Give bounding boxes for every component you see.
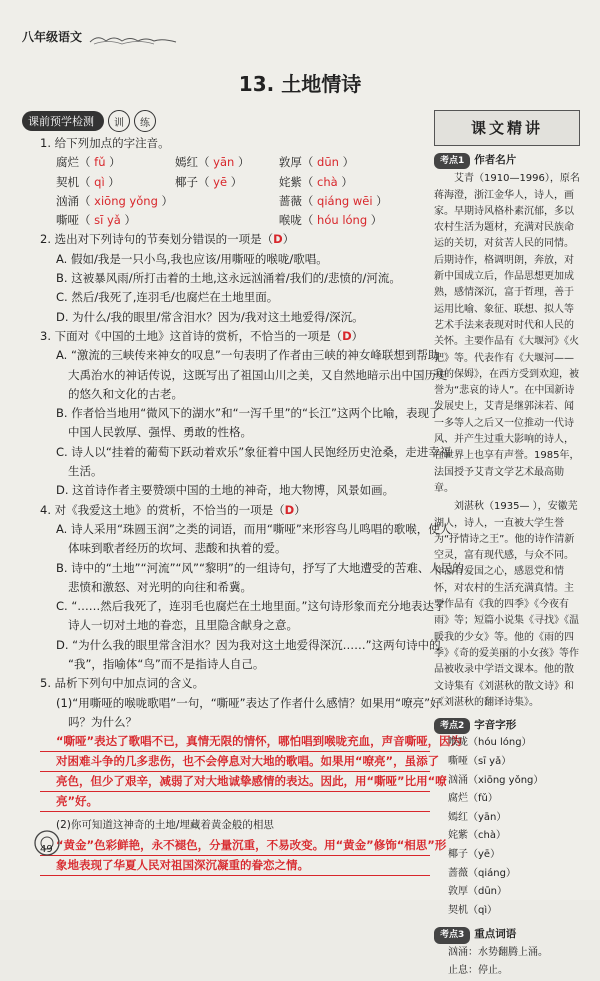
kaodian3-heading: 考点3 重点词语: [434, 926, 580, 943]
q1-cell: 姹紫（ chà ）: [278, 174, 353, 189]
q5-stem: 5. 品析下列句中加点词的含义。: [40, 676, 205, 691]
q1-cell: 嫣红（ yān ）: [175, 155, 250, 170]
q3-line: 生活。: [68, 464, 103, 479]
q1-row: [40, 153, 430, 172]
q3-line: A. “激流的三峡传来神女的叹息”一句表明了作者由三峡的神女峰联想到帮助: [56, 348, 440, 363]
section-tag-2: 练: [134, 110, 156, 132]
q3-line: B. 作者恰当地用“微风下的湖水”和“一泻千里”的“长江”这两个比喻，表现了: [56, 406, 441, 421]
q4-line: B. 诗中的“土地”“河流”“风”“黎明”的一组诗句，抒写了大地遭受的苦难、人民的: [56, 560, 464, 575]
q5-part2: (2)你可知道这神奇的土地/埋藏着黄金般的相思: [56, 819, 274, 832]
q4-answer: D: [284, 502, 295, 517]
q1-row: [40, 173, 430, 192]
q4-line: A. 诗人采用“珠圆玉润”之类的词语，而用“嘶哑”来形容鸟儿鸣唱的歌喉，使人: [56, 521, 452, 536]
q5-answer2-line: “黄金”色彩鲜艳，永不褪色，分量沉重，不易改变。用“黄金”修饰“相思”形: [40, 836, 430, 856]
q1-pinyin: qiáng wēi: [317, 193, 373, 208]
q1-word: 汹涌: [56, 193, 79, 208]
q4-line: C. “……然后我死了，连羽毛也腐烂在土地里面。”这句诗形象而充分地表达了: [56, 599, 446, 614]
word-item: 蔷薇（qiáng）: [448, 867, 516, 879]
q1-cell: [175, 192, 279, 211]
q1-pinyin: hóu lóng: [317, 213, 368, 228]
q4-options: [40, 520, 464, 674]
q1-cell: 腐烂（ fǔ ）: [56, 155, 121, 170]
q1-row: [40, 192, 430, 211]
exercise-area: [40, 134, 464, 876]
q1-pinyin: xiōng yǒng: [94, 193, 158, 208]
term-list: [434, 944, 580, 981]
q1-word: 椰子: [175, 174, 198, 189]
word-item: 椰子（yē）: [448, 848, 501, 860]
q1-stem: 1. 给下列加点的字注音。: [40, 136, 170, 150]
sidebar-title: 课文精讲: [434, 110, 580, 146]
q3-answer: D: [342, 328, 352, 343]
q1-word: 蔷薇: [278, 193, 302, 208]
q1-cell: 敦厚（ dūn ）: [278, 155, 355, 170]
word-item: 嫣红（yān）: [448, 811, 507, 823]
term-item: 止息：停止。: [448, 965, 508, 977]
q3-line: 大禹治水的神话传说，这既写出了祖国山川之美，又自然地暗示出中国历史: [68, 367, 448, 382]
kaodian1-heading: 考点1 作者名片: [434, 152, 580, 169]
word-item: 喉咙（hóu lóng）: [448, 737, 532, 749]
q5-answer2-line: 象地表现了华夏人民对祖国深沉凝重的眷恋之情。: [40, 856, 430, 876]
cloud-decoration-icon: [88, 32, 178, 46]
q4-line: “我”，指喻体“鸟”而不是指诗人自己。: [68, 657, 265, 672]
q1-grid: [40, 153, 430, 230]
q5-answer2: [40, 836, 447, 876]
q3-line: D. 这首诗作者主要赞颂中国的土地的神奇，地大物博，风景如画。: [56, 483, 395, 498]
q3-options: [40, 346, 452, 500]
q1-cell: 汹涌（ xiōng yǒng ）: [56, 193, 174, 208]
q5-part1-line: (1)“用嘶哑的喉咙歌唱”一句，“嘶哑”表达了作者什么感情？如果用“嘹亮”好: [56, 695, 442, 710]
page-number: 49: [40, 844, 53, 855]
q1-word: 姹紫: [278, 174, 302, 189]
q2-answer: D: [273, 232, 283, 247]
q3-stem: 3. 下面对《中国的土地》这首诗的赏析，不恰当的一项是（D）: [40, 328, 364, 343]
q4-line: 体味到歌者经历的坎坷、悲酸和执着的爱。: [68, 541, 287, 556]
q3-line: C. 诗人以“挂着的葡萄下跃动着欢乐”象征着中国人民饱经历史沧桑，走进幸福: [56, 444, 452, 459]
q1-word: 契机: [56, 174, 79, 189]
q1-pinyin: yān: [213, 155, 235, 170]
bio-aiqing: 艾青（1910—1996），原名蒋海澄，浙江金华人，诗人，画家。早期诗风格朴素沉郁，多以农村生活为题材，充满对民族命运的关切，对贫苦人民的同情。后期诗作，格调明朗，奔放，对新中国成立后，作品思想更加成熟，感情深沉，富于哲理，善于运用比喻、象征、联想、拟人等艺术手法来表现对时代和人民的关怀。主要作品有《大堰河》《火把》等。代表作有《大堰河——我的保姆》，在西方受到欢迎，被誉为“悲哀的诗人”。在中国新诗发展史上，艾青是继郭沫若、闻一多等人之后又一位推动一代诗风、并产生过重大影响的诗人，在世界上也享有声誉。1985年，法国授予艾青文学艺术最高勋章。: [434, 173, 580, 494]
q1-cell: 喉咙（ hóu lóng ）: [278, 213, 383, 228]
word-item: 腐烂（fǔ）: [448, 793, 498, 805]
q5-answer1-line: 对困难斗争的几多悲伤，也不会停息对大地的歌唱。如果用“嘹亮”，虽添了: [40, 752, 430, 772]
word-item: 敦厚（dūn）: [448, 886, 508, 898]
q1-pinyin: dūn: [317, 155, 339, 170]
q1-word: 嘶哑: [56, 213, 79, 228]
q2-options: [40, 250, 430, 327]
q1-pinyin: fǔ: [94, 155, 106, 170]
q4-line: D. “为什么我的眼里常含泪水？因为我对这土地爱得深沉……”这两句诗中的: [56, 637, 441, 652]
q2-stem: 2. 选出对下列诗句的节奏划分错误的一项是（D）: [40, 232, 295, 247]
word-item: 嘶哑（sī yǎ）: [448, 755, 512, 767]
q1-word: 嫣红: [175, 155, 198, 170]
q5-part1-line: 吗？为什么？: [68, 714, 137, 729]
q1-pinyin: yē: [213, 174, 228, 189]
word-item: 契机（qì）: [448, 904, 498, 916]
bio-liuzhanqiu: 刘湛秋（1935— ），安徽芜湖人，诗人，一直被大学生誉为“抒情诗之王”。他的诗作清新空灵，富有现代感，与众不同。作品有爱国之心，感恩党和情怀，对农村的生活充满真情。主要作品有《我的四季》《今夜有雨》等；短篇小说集《寻找》《温暖我的少女》等。他的《雨的四季》《奇的爱美丽的小女孩》等作品被收录中学语文课本。他的散文诗集有《刘湛秋的散文诗》和《刘湛秋的翻译诗集》。: [434, 501, 579, 708]
q1-pinyin: chà: [317, 174, 338, 189]
word-list: [434, 734, 580, 920]
q1-row: [40, 211, 430, 230]
sidebar: [434, 110, 580, 977]
q1-word: 腐烂: [56, 155, 79, 170]
q5-answer1-line: 亮色，但少了艰辛，减弱了对大地诚挚感情的表达。因此，用“嘶哑”比用“嘹: [40, 772, 430, 792]
word-item: 姹紫（chà）: [448, 830, 506, 842]
q2-option: D. 为什么/我的眼里/常含泪水？因为/我对这土地爱得/深沉。: [56, 309, 364, 324]
grade-header: 八年级语文: [22, 30, 83, 44]
section-tag-1: 训: [108, 110, 130, 132]
q1-cell: 契机（ qì ）: [56, 174, 120, 189]
q1-cell: 椰子（ yē ）: [175, 174, 243, 189]
q1-word: 喉咙: [278, 213, 302, 228]
section-label: 课前预学检测: [22, 111, 104, 131]
section-header: [22, 110, 156, 132]
lesson-title: 13. 土地情诗: [238, 72, 362, 96]
q3-line: 中国人民敦厚、强悍、勇敢的性格。: [68, 425, 252, 440]
q1-cell: [175, 211, 279, 230]
q1-cell: 嘶哑（ sī yǎ ）: [56, 213, 137, 228]
term-item: 汹涌：水势翻腾上涌。: [448, 946, 548, 958]
q2-option: B. 这被暴风雨/所打击着的土地,这永远汹涌着/我们的/悲愤的/河流。: [56, 271, 401, 286]
q4-line: 诗人一切对土地的眷恋，且里隐含献身之意。: [68, 618, 298, 633]
q5-part1: [40, 694, 442, 733]
word-item: 汹涌（xiōng yǒng）: [448, 774, 544, 786]
q1-word: 敦厚: [278, 155, 302, 170]
q1-pinyin: sī yǎ: [94, 213, 121, 228]
q4-line: 悲愤和激怒、对光明的向往和希冀。: [68, 579, 252, 594]
q4-stem: 4. 对《我爱这土地》的赏析，不恰当的一项是（D）: [40, 502, 306, 517]
q2-option: A. 假如/我是一只小鸟,我也应该/用嘶哑的喉咙/歌唱。: [56, 251, 328, 266]
q2-option: C. 然后/我死了,连羽毛/也腐烂在土地里面。: [56, 290, 279, 305]
q5-answer1-line: 亮”好。: [40, 792, 430, 812]
q5-answer1-line: “嘶哑”表达了歌唱不已，真情无限的情怀，哪怕唱到喉咙充血，声音嘶哑，因为: [40, 732, 430, 752]
q5-answer1: [40, 732, 463, 812]
q1-cell: 蔷薇（ qiáng wēi ）: [278, 193, 388, 208]
q1-pinyin: qì: [94, 174, 105, 189]
kaodian2-heading: 考点2 字音字形: [434, 717, 580, 734]
q3-line: 的悠久和文化的古老。: [68, 386, 183, 401]
